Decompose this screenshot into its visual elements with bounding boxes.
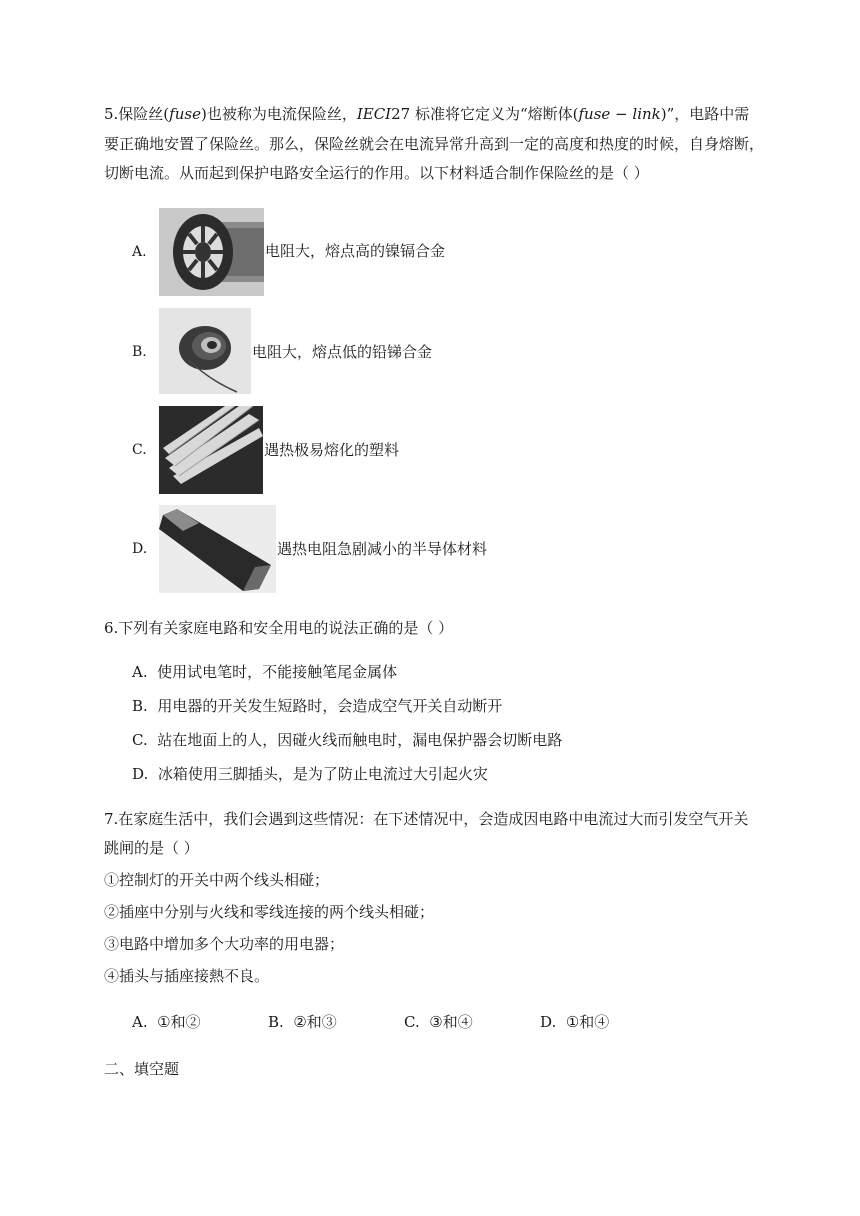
q5-option-b-text: 电阻大，熔点低的铅锑合金 (252, 343, 433, 361)
q5-option-c-label: C. (132, 442, 147, 458)
q5-stem-line2: 要正确地安置了保险丝。那么，保险丝就会在电流异常升高到一定的高度和热度的时候，自身熔断， (104, 135, 765, 153)
q6-stem: 6.下列有关家庭电路和安全用电的说法正确的是（ ） (104, 619, 454, 637)
q7-item-1: ①控制灯的开关中两个线头相碰； (104, 871, 330, 889)
q7-stem-line2: 跳闸的是（ ） (104, 839, 199, 857)
q7-item-4: ④插头与插座接熱不良。 (104, 967, 270, 985)
q5-option-b-label: B. (132, 344, 147, 360)
q7-option-a: A. ①和② (132, 1013, 201, 1031)
q5-stem-line1: 5.保险丝(fuse)也被称为电流保险丝，IECI27 标准将它定义为“熔断体(fuse − link)”，电路中需 (104, 105, 750, 123)
q5-option-d-label: D. (132, 541, 148, 557)
q5-stem-line3: 切断电流。从而起到保护电路安全运行的作用。以下材料适合制作保险丝的是（ ） (104, 164, 649, 182)
wire-coil-image (159, 308, 251, 394)
q7-option-d: D. ①和④ (540, 1013, 610, 1031)
plastic-sticks-image (159, 406, 263, 494)
q6-option-d: D. 冰箱使用三脚插头，是为了防止电流过大引起火灾 (132, 765, 488, 783)
q6-option-a: A. 使用试电笔时，不能接触笔尾金属体 (132, 663, 398, 681)
q7-item-2: ②插座中分别与火线和零线连接的两个线头相碰； (104, 903, 435, 921)
q7-stem-line1: 7.在家庭生活中，我们会遇到这些情况：在下述情况中，会造成因电路中电流过大而引发空气开关 (104, 810, 749, 828)
q7-option-c: C. ③和④ (404, 1013, 473, 1031)
q7-item-3: ③电路中增加多个大功率的用电器； (104, 935, 345, 953)
section-title-fill-in: 二、填空题 (104, 1060, 180, 1078)
wire-spool-image (159, 208, 264, 296)
q5-option-d-text: 遇热电阻急剧减小的半导体材料 (277, 540, 488, 558)
q5-option-a-text: 电阻大，熔点高的镍镉合金 (265, 242, 446, 260)
q6-option-b: B. 用电器的开关发生短路时，会造成空气开关自动断开 (132, 697, 503, 715)
q7-option-b: B. ②和③ (268, 1013, 337, 1031)
q6-option-c: C. 站在地面上的人，因碰火线而触电时，漏电保护器会切断电路 (132, 731, 563, 749)
semiconductor-rod-image (159, 505, 276, 593)
q5-option-a-label: A. (132, 244, 147, 260)
q5-option-c-text: 遇热极易熔化的塑料 (264, 441, 400, 459)
